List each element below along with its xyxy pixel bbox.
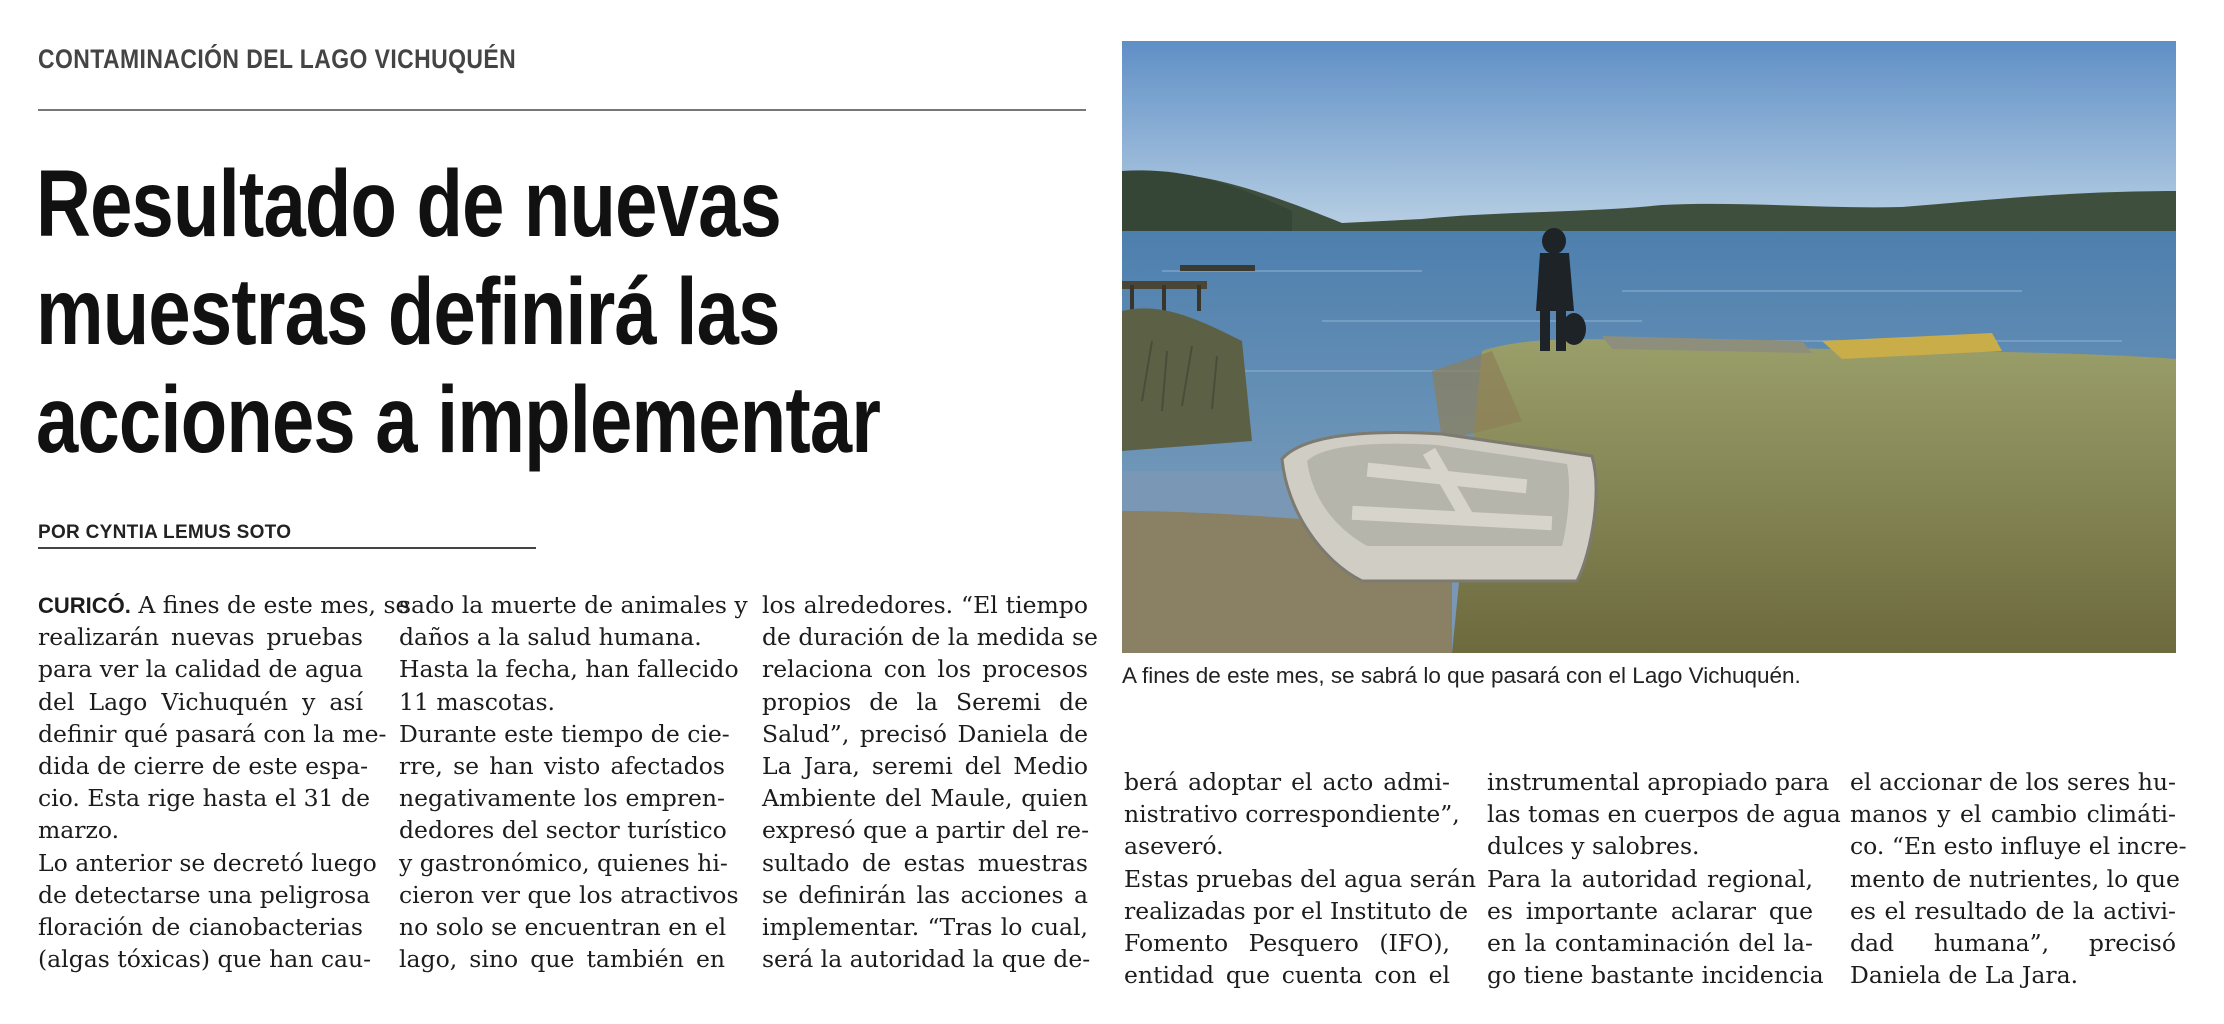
body-line: los alrededores. “El tiempo	[762, 591, 1088, 619]
body-line: Lo anterior se decretó luego	[38, 848, 377, 877]
body-line: las tomas en cuerpos de agua	[1487, 800, 1841, 829]
body-line: Para la autoridad regional,	[1487, 864, 1813, 893]
body-line: La Jara, seremi del Medio	[762, 751, 1088, 780]
body-line: Salud”, precisó Daniela de	[762, 719, 1088, 748]
body-line: no solo se encuentran en el	[399, 912, 727, 941]
body-line: propios de la Seremi de	[762, 687, 1088, 716]
body-line: dida de cierre de este espa-	[38, 751, 369, 780]
headline-line: acciones a implementar	[36, 367, 881, 473]
body-line: para ver la calidad de agua	[38, 655, 364, 684]
byline-rule	[38, 547, 536, 549]
photo-caption: A fines de este mes, se sabrá lo que pasará con el Lago Vichuquén.	[1122, 663, 1801, 688]
body-text: A fines de este mes, se	[130, 591, 410, 619]
body-line: dedores del sector turístico	[399, 816, 727, 845]
body-line: cieron ver que los atractivos	[399, 880, 739, 909]
body-line	[38, 589, 410, 621]
body-column-4	[1124, 766, 1477, 991]
headline-line: muestras definirá las	[36, 259, 780, 365]
body-line: Hasta la fecha, han fallecido	[399, 655, 739, 684]
body-line: rre, se han visto afectados	[399, 751, 725, 780]
lake-photo	[1122, 41, 2176, 653]
body-line: implementar. “Tras lo cual,	[762, 912, 1088, 941]
body-line: y gastronómico, quienes hi-	[399, 848, 728, 877]
body-line: de duración de la medida se	[762, 623, 1098, 652]
body-column-2	[399, 589, 748, 975]
body-line: nistrativo correspondiente”,	[1124, 800, 1460, 829]
body-column-6	[1850, 766, 2187, 991]
body-line: el accionar de los seres hu-	[1850, 768, 2176, 796]
top-rule	[38, 109, 1086, 111]
body-line: aseveró.	[1124, 832, 1224, 861]
body-line: Ambiente del Maule, quien	[762, 784, 1088, 813]
body-line: 11 mascotas.	[399, 687, 556, 716]
body-line: de detectarse una peligrosa	[38, 880, 371, 909]
body-line: dulces y salobres.	[1487, 832, 1700, 861]
headline	[36, 150, 1136, 474]
body-line: definir qué pasará con la me-	[38, 719, 387, 748]
body-line: dad humana”, precisó	[1850, 928, 2176, 957]
body-line: es el resultado de la activi-	[1850, 896, 2176, 925]
body-line: entidad que cuenta con el	[1124, 961, 1450, 990]
body-line: instrumental apropiado para	[1487, 768, 1830, 796]
byline: POR CYNTIA LEMUS SOTO	[38, 522, 292, 543]
body-line: marzo.	[38, 816, 120, 845]
body-line: realizadas por el Instituto de	[1124, 896, 1468, 925]
section-label: CONTAMINACIÓN DEL LAGO VICHUQUÉN	[38, 44, 517, 74]
body-line: negativamente los empren-	[399, 784, 725, 813]
body-line: co. “En esto influye el incre-	[1850, 832, 2187, 861]
body-line: Daniela de La Jara.	[1850, 961, 2079, 990]
body-line: es importante aclarar que	[1487, 896, 1813, 925]
body-line: daños a la salud humana.	[399, 623, 702, 652]
body-line: cio. Esta rige hasta el 31 de	[38, 784, 371, 813]
body-line: Durante este tiempo de cie-	[399, 719, 730, 748]
body-line: del Lago Vichuquén y así	[38, 687, 363, 716]
body-line: Estas pruebas del agua serán	[1124, 864, 1477, 893]
body-column-3	[762, 589, 1098, 975]
body-line: lago, sino que también en	[399, 945, 725, 974]
lake-photo-icon	[1122, 41, 2176, 653]
dateline-kicker: CURICÓ.	[38, 593, 131, 618]
body-column-5	[1487, 766, 1841, 991]
body-line: será la autoridad la que de-	[762, 945, 1091, 974]
headline-line: Resultado de nuevas	[36, 151, 782, 257]
body-line: realizarán nuevas pruebas	[38, 623, 363, 652]
body-line: go tiene bastante incidencia	[1487, 961, 1824, 990]
body-line: expresó que a partir del re-	[762, 816, 1090, 845]
body-line: en la contaminación del la-	[1487, 928, 1813, 957]
body-line: mento de nutrientes, lo que	[1850, 864, 2180, 893]
body-line: relaciona con los procesos	[762, 655, 1088, 684]
body-line: floración de cianobacterias	[38, 912, 363, 941]
body-line: se definirán las acciones a	[762, 880, 1088, 909]
body-line: Fomento Pesquero (IFO),	[1124, 928, 1450, 957]
body-line: manos y el cambio climáti-	[1850, 800, 2176, 829]
body-column-1	[38, 589, 410, 975]
body-line: (algas tóxicas) que han cau-	[38, 945, 372, 974]
body-line: sado la muerte de animales y	[399, 591, 748, 619]
body-line: berá adoptar el acto admi-	[1124, 768, 1450, 796]
body-line: sultado de estas muestras	[762, 848, 1088, 877]
